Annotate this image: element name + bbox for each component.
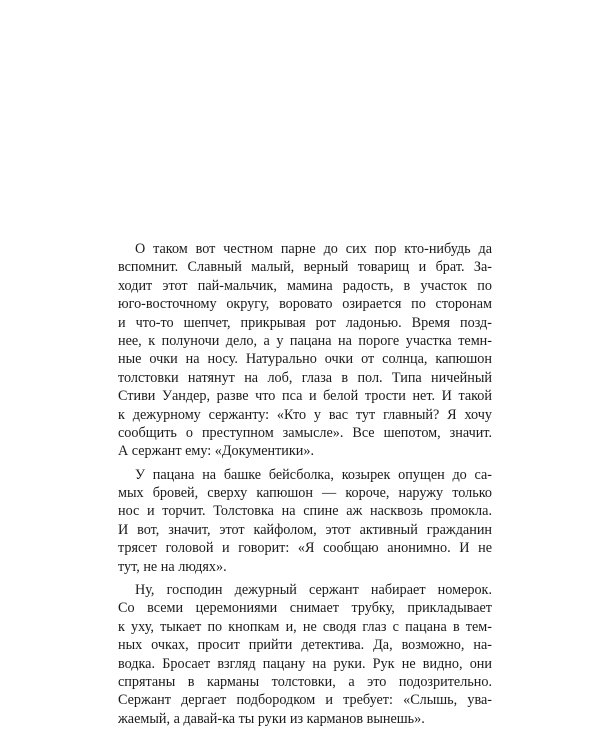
text-line: ные очки на носу. Натурально очки от солнца, капюшон bbox=[118, 351, 492, 368]
text-line: и что-то шепчет, прикрывая рот ладонью. Время позд- bbox=[118, 314, 492, 331]
text-line: нос и торчит. Толстовка на спине аж насквозь промокла. bbox=[118, 503, 492, 520]
text-line: Со всеми церемониями снимает трубку, прикладывает bbox=[118, 600, 492, 617]
text-line: к уху, тыкает по кнопкам и, не сводя глаз с пацана в тем- bbox=[118, 618, 492, 635]
text-line: юго-восточному округу, воровато озирается по сторонам bbox=[118, 296, 492, 313]
text-line: мых бровей, сверху капюшон — короче, наружу только bbox=[118, 485, 492, 502]
body-text bbox=[118, 240, 492, 733]
text-line: к дежурному сержанту: «Кто у вас тут главный? Я хочу bbox=[118, 406, 492, 423]
text-line: водка. Бросает взгляд пацану на руки. Рук не видно, они bbox=[118, 655, 492, 672]
text-line: А сержант ему: «Документики». bbox=[118, 443, 315, 460]
text-line: сообщить о преступном замысле». Все шепотом, значит. bbox=[118, 424, 492, 441]
text-line: О таком вот честном парне до сих пор кто-нибудь да bbox=[135, 241, 492, 257]
text-line: спрятаны в карманы толстовки, а это подозрительно. bbox=[118, 673, 492, 690]
text-line: тут, не на людях». bbox=[118, 558, 227, 575]
text-line: ных очках, просит прийти детектива. Да, возможно, на- bbox=[118, 637, 492, 654]
text-line: жаемый, а давай-ка ты руки из карманов вынешь». bbox=[118, 710, 425, 727]
paragraph-1 bbox=[118, 240, 492, 461]
text-line: ходит этот пай-мальчик, мамина радость, в участок по bbox=[118, 277, 492, 294]
text-line: нее, к полуночи дело, а у пацана на пороге участка темн- bbox=[118, 332, 492, 349]
text-line: У пацана на башке бейсболка, козырек опущен до са- bbox=[135, 466, 492, 483]
text-line: вспомнит. Славный малый, верный товарищ и брат. За- bbox=[118, 259, 492, 276]
text-line: толстовки натянут на лоб, глаза в пол. Типа ничейный bbox=[118, 369, 492, 386]
text-line: трясет головой и говорит: «Я сообщаю анонимно. И не bbox=[118, 540, 492, 557]
text-line: И вот, значит, этот кайфолом, этот активный гражданин bbox=[118, 521, 492, 538]
text-line: Ну, господин дежурный сержант набирает номерок. bbox=[135, 582, 492, 599]
paragraph-2 bbox=[118, 466, 492, 576]
text-line: Стиви Уандер, разве что пса и белой трости нет. И такой bbox=[118, 388, 492, 405]
paragraph-3 bbox=[118, 581, 492, 728]
text-line: Сержант дергает подбородком и требует: «Слышь, ува- bbox=[118, 692, 492, 709]
